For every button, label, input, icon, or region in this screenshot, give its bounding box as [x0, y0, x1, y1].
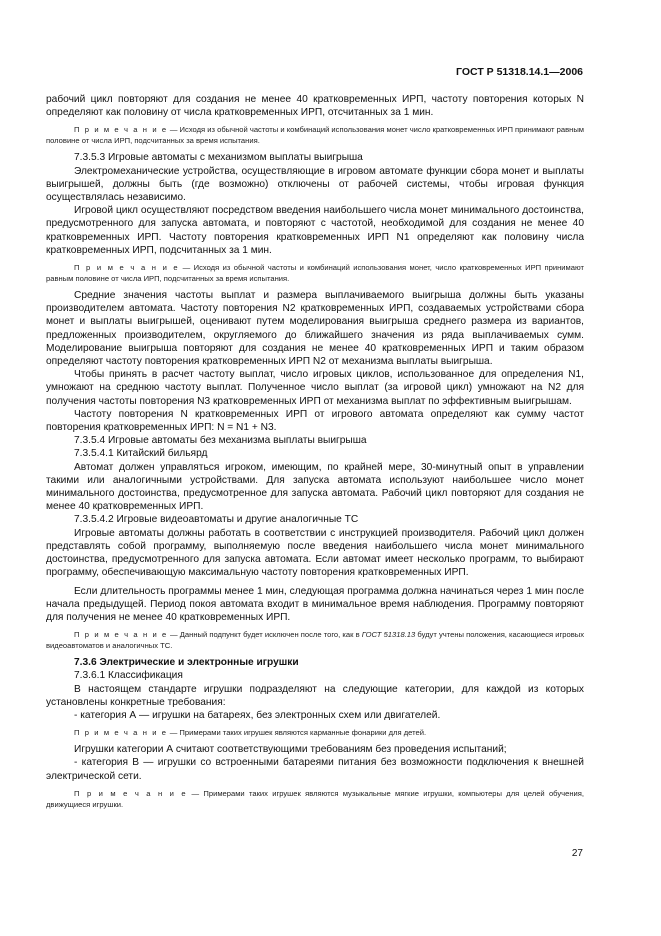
- paragraph: Игрушки категории А считают соответствующими требованиям без проведения испытаний;: [74, 744, 507, 756]
- section-heading: 7.3.5.4 Игровые автоматы без механизма выплаты выигрыша: [74, 435, 367, 447]
- note-label: П р и м е ч а н и е: [74, 125, 168, 135]
- standard-header: ГОСТ Р 51318.14.1—2006: [456, 66, 583, 78]
- note: П р и м е ч а н и е — Исходя из обычной частоты и комбинаций использования монет, число кратковременных ИРП принимают равным половине от числа ИРП, подсчитанных за время испытания.: [46, 263, 584, 284]
- note: П р и м е ч а н и е — Исходя из обычной частоты и комбинаций использования монет число кратковременных ИРП принимают равным половине от числа ИРП, подсчитанных за время испытания.: [46, 125, 584, 146]
- note: П р и м е ч а н и е — Примерами таких игрушек являются карманные фонарики для детей.: [74, 728, 427, 738]
- note-label: П р и м е ч а н и е: [74, 263, 180, 273]
- paragraph: Электромеханические устройства, осуществляющие в игровом автомате функции сбора монет и выплаты выигрышей, должны быть (где возможно) отключены от рабочей системы, чтобы игровая функция осуществлялась независимо.: [46, 165, 584, 204]
- page-number: 27: [571, 848, 583, 859]
- standard-reference: ГОСТ 51318.13: [361, 630, 416, 640]
- note-label: П р и м е ч а н и е: [74, 630, 168, 640]
- paragraph: В настоящем стандарте игрушки подразделяют на следующие категории, для каждой из которых установлены конкретные требования:: [46, 683, 584, 708]
- note: П р и м е ч а н и е — Примерами таких игрушек являются музыкальные мягкие игрушки, компьютеры для целей обучения, движущиеся игрушки.: [46, 788, 584, 809]
- paragraph: Если длительность программы менее 1 мин, следующая программа должна начинаться через 1 мин после начала предыдущей. Период покоя автомата входит в минимальное время наблюдения. Программу повторяют для получения не менее 40 кратковременных ИРП.: [46, 585, 584, 623]
- paragraph: Средние значения частоты выплат и размера выплачиваемого выигрыша должны быть указаны производителем автомата. Частоту повторения N2 кратковременных ИРП, создаваемых устройствами сбора монет и выплаты выигрышей, оценивают путем моделирования выигрыша среднего размера из вариантов, предложенных производителем, округляемого до ближайшего значения из ряда выплачиваемых сумм. Моделирование выигрыша повторяют для создания не менее 40 кратковременных ИРП и таким образом определяют частоту повторения кратковременных ИРП N2 от механизма выплаты выигрыша.: [46, 290, 584, 368]
- section-heading: 7.3.5.3 Игровые автоматы с механизмом выплаты выигрыша: [74, 152, 363, 164]
- note: П р и м е ч а н и е — Данный подпункт будет исключен после того, как в ГОСТ 51318.13 будут учтены положения, касающиеся игровых видеоавтоматов и аналогичных ТС.: [46, 630, 584, 651]
- section-heading: 7.3.5.4.2 Игровые видеоавтоматы и другие аналогичные ТС: [74, 514, 359, 526]
- paragraph: Автомат должен управляться игроком, имеющим, по крайней мере, 30-минутный опыт в управлении такими или аналогичными устройствами. Для запуска автомата используют наибольшее число монет минимального достоинства, предусмотренное для запуска автомата. Рабочий цикл повторяют для создания не менее 40 кратковременных ИРП.: [46, 461, 584, 513]
- section-heading: 7.3.6.1 Классификация: [74, 670, 183, 682]
- list-item: - категория А — игрушки на батареях, без электронных схем или двигателей.: [74, 709, 441, 721]
- paragraph: Игровой цикл осуществляют посредством введения наибольшего числа монет минимального достоинства, предусмотренного для запуска автомата, и повторяют с частотой, необходимой для создания не менее 40 кратковременных ИРП. Частоту повторения кратковременных ИРП N1 определяют как половину числа кратковременных ИРП, подсчитанных за 1 мин.: [46, 205, 584, 256]
- section-heading: 7.3.6 Электрические и электронные игрушки: [74, 657, 299, 669]
- section-heading: 7.3.5.4.1 Китайский бильярд: [74, 448, 208, 460]
- list-item: - категория В — игрушки со встроенными батареями питания без возможности подключения к внешней электрической сети.: [46, 757, 584, 782]
- note-label: П р и м е ч а н и е: [74, 788, 188, 798]
- note-label: П р и м е ч а н и е: [74, 728, 168, 738]
- document-body: [46, 93, 584, 815]
- paragraph: рабочий цикл повторяют для создания не менее 40 кратковременных ИРП, частоту повторения которых N определяют как половину от числа кратковременных ИРП, отсчитанных за 1 мин.: [46, 94, 584, 119]
- paragraph: Частоту повторения N кратковременных ИРП от игрового автомата определяют как сумму частот повторения кратковременных ИРП: N = N1 + N3.: [46, 408, 584, 434]
- paragraph: Игровые автоматы должны работать в соответствии с инструкцией производителя. Рабочий цикл должен представлять собой программу, выполняемую после введения наибольшего числа монет минимального достоинства, предусмотренного для запуска автомата. Если автомат имеет несколько программ, то выбирают программу, обеспечивающую максимальную частоту повторения кратковременных ИРП.: [46, 527, 584, 579]
- paragraph: Чтобы принять в расчет частоту выплат, число игровых циклов, использованное для определения N1, умножают на среднюю частоту выплат. Полученное число выплат (за игровой цикл) умножают на N2 для получения частоты повторения N3 кратковременных ИРП от механизма выплат по эффективным выигрышам.: [46, 369, 584, 407]
